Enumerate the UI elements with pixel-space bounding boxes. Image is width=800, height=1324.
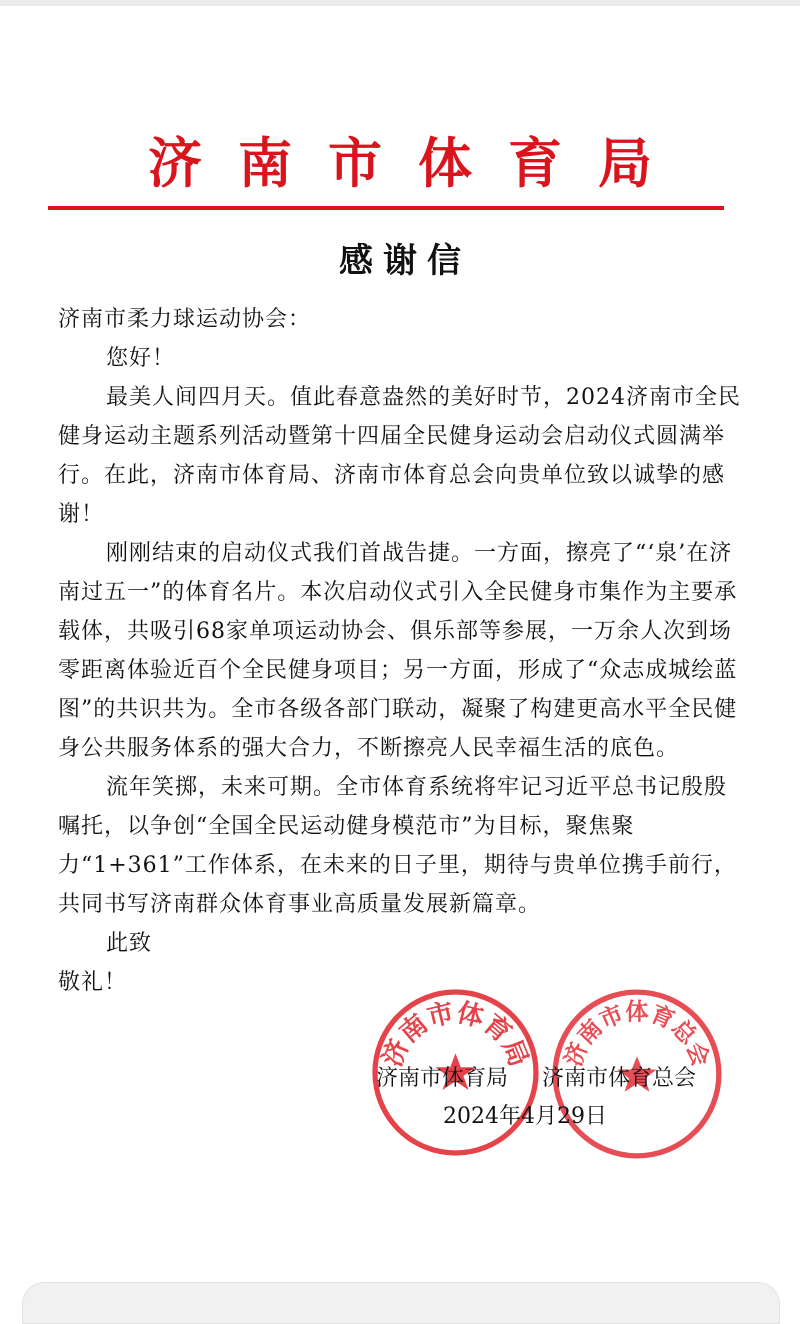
letterhead-title: 济南市体育局 [148,131,688,195]
letterhead-rule [48,206,724,210]
letter-body [58,300,748,1002]
letter-date: 2024年4月29日 [443,1104,607,1129]
closing-salute: 敬礼！ [58,970,128,995]
paragraph: 流年笑掷，未来可期。全市体育系统将牢记习近平总书记殷殷嘱托，以争创“全国全民运动健身模范市”为目标，聚焦聚力“1+361”工作体系，在未来的日子里，期待与贵单位携手前行，共同书写济南群众体育事业高质量发展新篇章。 [58,775,737,917]
greeting: 您好！ [106,346,176,371]
paragraph: 最美人间四月天。值此春意盎然的美好时节，2024济南市全民健身运动主题系列活动暨第十四届全民健身运动会启动仪式圆满举行。在此，济南市体育局、济南市体育总会向贵单位致以诚挚的感谢！ [58,385,741,527]
seal-text: 济南市体育总会 [559,998,715,1070]
signature-sports-bureau: 济南市体育局 [376,1066,509,1091]
letter-title: 感谢信 [339,241,471,281]
top-strip [0,0,800,6]
bottom-sheet-handle[interactable] [22,1282,780,1324]
signature-line [376,1062,776,1096]
signature-sports-federation: 济南市体育总会 [542,1066,697,1091]
paragraph: 刚刚结束的启动仪式我们首战告捷。一方面，擦亮了“‘泉’在济南过五一”的体育名片。本次启动仪式引入全民健身市集作为主要承载体，共吸引68家单项运动协会、俱乐部等参展，一万余人次到场零距离体验近百个全民健身项目；另一方面，形成了“众志成城绘蓝图”的共识共为。全市各级各部门联动，凝聚了构建更高水平全民健身公共服务体系的强大合力，不断擦亮人民幸福生活的底色。 [58,541,738,761]
salutation: 济南市柔力球运动协会： [58,307,312,332]
closing-line: 此致 [106,931,153,956]
seal-text: 济南市体育局 [376,996,535,1072]
